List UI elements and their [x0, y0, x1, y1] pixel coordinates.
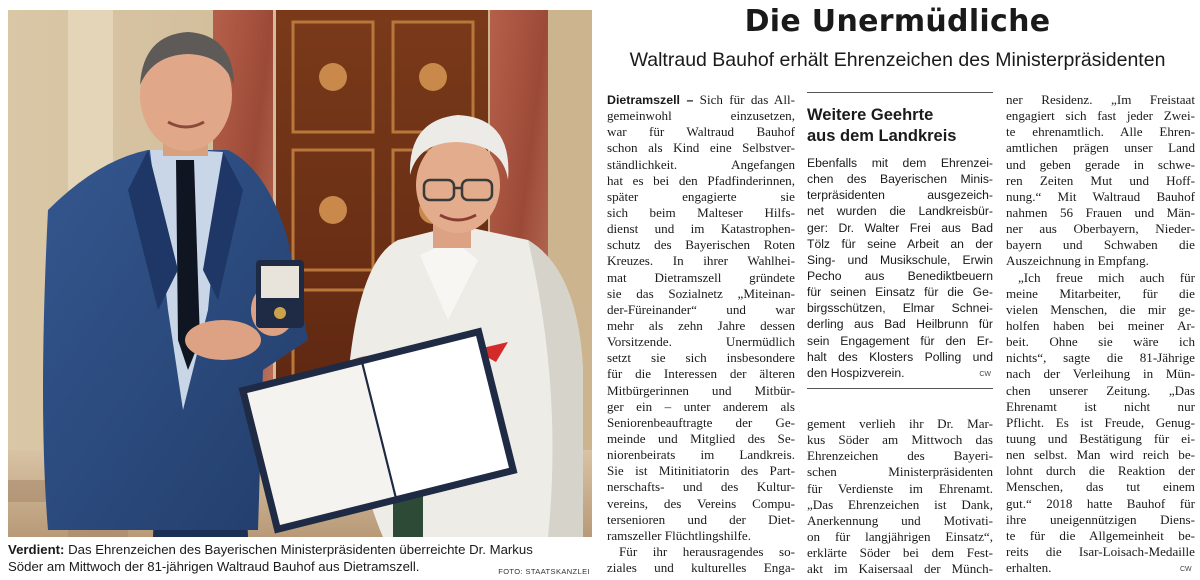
text-line: meine Mitarbeiter, für die: [1006, 285, 1195, 301]
text-line: schen Ministerpräsidenten: [807, 464, 993, 480]
text-line: den Hospizverein.: [807, 365, 905, 380]
text-line: akt im Kaisersaal der Münch-: [807, 561, 993, 577]
text-line: birgsschützen, Elmar Schnei-: [807, 301, 993, 316]
medal-box: [256, 260, 304, 328]
text-line: schutz des Bayerischen Roten: [607, 237, 795, 253]
text-line: Für ihr herausragendes so-: [619, 543, 795, 559]
text-line: mehr als zehn Jahre dessen: [607, 317, 795, 333]
text-line: der-Füreinander“ und war: [607, 301, 795, 317]
sidebar-body: [807, 155, 993, 381]
photo-credit: FOTO: STAATSKANZLEI: [498, 567, 590, 576]
text-line: Seniorenbeauftragte der Ge-: [607, 414, 795, 430]
text-line: ziales und kulturelles Enga-: [607, 560, 795, 576]
article-photo: [8, 10, 592, 537]
medal: [274, 307, 286, 319]
text-line: tuung und Bestätigung für ei-: [1006, 430, 1195, 446]
text-line: und geben gerade in schwe-: [1006, 156, 1195, 172]
text-line: nung.“ Mit Waltraud Bauhof: [1006, 188, 1195, 204]
text-line: lohnt durch die Reaktion der: [1006, 463, 1195, 479]
text-line: net wurden die Landkreisbür-: [807, 204, 993, 219]
text-line: nach der Verleihung in Mün-: [1006, 366, 1195, 382]
text-line: Ebenfalls mit dem Ehrenzei-: [807, 156, 993, 170]
sidebar-heading-line-1: Weitere Geehrte: [807, 106, 934, 124]
article-column-3: [1006, 92, 1195, 576]
text-line: nichts“, sagte die 81-Jährige: [1006, 350, 1195, 366]
text-line: „Das Ehrenzeichen ist Dank,: [807, 496, 993, 512]
text-line: Mitbürgerinnen und Mitbür-: [607, 382, 795, 398]
text-line: war für Waltraud Bauhof: [607, 124, 795, 140]
text-line: für Verdienste im Ehrenamt.: [807, 480, 993, 496]
text-line: sie das Sozialnetz „Miteinan-: [607, 285, 795, 301]
text-line: tersenioren und der Diet-: [607, 511, 795, 527]
text-line: beit. Ohne sie wäre ich: [1006, 334, 1195, 350]
text-line: derling aus Bad Heilbrunn für: [807, 317, 993, 332]
text-line: später engagierte sie: [607, 188, 795, 204]
text-line: mat Dietramszell gründete: [607, 269, 795, 285]
text-line: „Ich freue mich auch für: [1018, 269, 1195, 285]
dateline: Dietramszell –: [607, 93, 694, 107]
text-line: Sie ist Mitinitiatorin des Part-: [607, 463, 795, 479]
text-line: ger: Dr. Walter Frei aus Bad: [807, 220, 993, 235]
text-line: gement verlieh ihr Dr. Mar-: [807, 416, 993, 431]
text-line: Auszeichnung in Empfang.: [1006, 253, 1149, 269]
text-line: erklärte Söder bei dem Fest-: [807, 545, 993, 561]
text-line: ihre uneigennützigen Diens-: [1006, 511, 1195, 527]
text-line: ner aus Oberbayern, Nieder-: [1006, 221, 1195, 237]
text-line: nahmen 56 Frauen und Män-: [1006, 204, 1195, 220]
text-line: ramszeller Flüchtlingshilfe.: [607, 527, 751, 543]
text-line: meinde und Mitglied des Se-: [607, 430, 795, 446]
text-line: Kreuzes. In ihrer Wahlhei-: [607, 253, 795, 269]
headline: Die Unermüdliche: [744, 4, 1051, 39]
article-column-2: [807, 416, 993, 577]
text-line: nen selbst. Man wird reich be-: [1006, 447, 1195, 463]
text-line: Ehrenamt ist nicht nur: [1006, 398, 1195, 414]
text-line: amtlichen prägen unser Land: [1006, 140, 1195, 156]
sidebar-heading: [807, 105, 993, 147]
article-author-credit: CW: [1180, 566, 1192, 573]
text-line: Pecho aus Benediktbeuern: [807, 268, 993, 283]
text-line: Dietramszell – Sich für das All-: [607, 92, 795, 107]
text-line: niorenbeirats im Landkreis.: [607, 447, 795, 463]
text-line: sein Engagement für den Er-: [807, 333, 993, 348]
text-line: engagiert sich fast jeder Zwei-: [1006, 108, 1195, 124]
caption-line-2: Söder am Mittwoch der 81-jährigen Waltraud Bauhof aus Dietramszell.: [8, 559, 420, 574]
sidebar-box: [807, 92, 993, 389]
text-line: kus Söder am Mittwoch das: [807, 432, 993, 448]
text-line: Anerkennung und Motivati-: [807, 512, 993, 528]
text-line: Tölz für seine Arbeit an der: [807, 236, 993, 251]
text-line: gut.“ 2018 hatte Bauhof für: [1006, 495, 1195, 511]
caption-text-1: Das Ehrenzeichen des Bayerischen Ministerpräsidenten überreichte Dr. Markus: [64, 542, 533, 557]
text-line: Vorsitzende. Unermüdlich: [607, 334, 795, 350]
text-line: ren Zeiten Mut und Hoff-: [1006, 172, 1195, 188]
text-line: setzt sie sich insbesondere: [607, 350, 795, 366]
text-line: vereins, des Vereins Compu-: [607, 495, 795, 511]
text-line: vielen Menschen, die mir ge-: [1006, 301, 1195, 317]
caption-line-1: [8, 541, 592, 558]
text-line: halt des Klosters Polling und: [807, 349, 993, 364]
text-line: schon als Kind eine Selbstver-: [607, 140, 795, 156]
text-line: ständlichkeit. Angefangen: [607, 156, 795, 172]
article-column-1: [607, 92, 795, 576]
text-line: hat es bei den Pfadfinderinnen,: [607, 172, 795, 188]
man-hand-left: [185, 320, 261, 360]
text-line: dienst und im Katastrophen-: [607, 221, 795, 237]
text-line: sich beim Malteser Hilfs-: [607, 204, 795, 220]
text-line: chen unserer Zeitung. „Das: [1006, 382, 1195, 398]
subtitle: Waltraud Bauhof erhält Ehrenzeichen des Ministerpräsidenten: [629, 49, 1166, 71]
text-line: für die Interessen der älteren: [607, 366, 795, 382]
sidebar-author-credit: CW: [979, 371, 991, 378]
photo-caption: [8, 541, 592, 575]
text-line: terpräsidenten ausgezeich-: [807, 188, 993, 203]
text-line: für seinen Einsatz für die Ge-: [807, 285, 993, 300]
text-line: chen des Bayerischen Minis-: [807, 172, 993, 187]
text-line: bayern und Schwaben die: [1006, 237, 1195, 253]
text-line: Menschen, das tut einem: [1006, 479, 1195, 495]
text-line: Sing- und Musikschule, Erwin: [807, 252, 993, 267]
text-line: Pflicht. Es ist Freude, Genug-: [1006, 414, 1195, 430]
text-line: gemeinwohl einzusetzen,: [607, 108, 795, 124]
text-line: nerschafts- und des Kultur-: [607, 479, 795, 495]
caption-lead: Verdient:: [8, 542, 65, 557]
text-line: erhalten.: [1006, 560, 1052, 576]
text-line: te ehrenamtlich. Alle Ehren-: [1006, 124, 1195, 140]
sidebar-heading-line-2: aus dem Landkreis: [807, 127, 957, 145]
text-line: holfen haben bei meiner Ar-: [1006, 317, 1195, 333]
text-line: reits die Isar-Loisach-Medaille: [1006, 543, 1195, 559]
text-line: ger ein – unter anderem als: [607, 398, 795, 414]
text-line: on für langjährigen Einsatz“,: [807, 528, 993, 544]
text-line: ner Residenz. „Im Freistaat: [1006, 92, 1195, 107]
text-line: Ehrenzeichen des Bayeri-: [807, 448, 993, 464]
text-line: te für die Allgemeinheit be-: [1006, 527, 1195, 543]
